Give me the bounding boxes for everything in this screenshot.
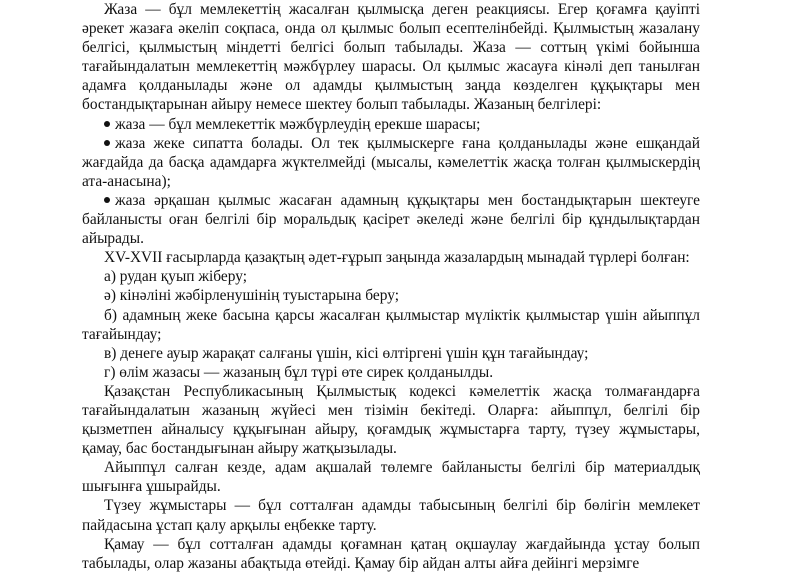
paragraph-fine: Айыппұл салған кезде, адам ақшалай төлемге байланысты белгілі бір материалдық шығынға ұшырайды. (82, 459, 700, 496)
paragraph-arrest: Қамау — бұл сотталған адамды қоғамнан қатаң оқшаулау жағдайында ұстау болып табылады, олар жазаны абақтыда өтейді. Қамау бір айдан алты айға дейінгі мерзімге (82, 535, 700, 572)
list-item: б) адамның жеке басына қарсы жасалған қылмыстар мүліктік қылмыстар үшін айыппұл тағайындау; (82, 306, 700, 343)
paragraph-criminal-code: Қазақстан Республикасының Қылмыстық кодексі кәмелеттік жасқа толмағандарға тағайындалатын жазаның жүйесі мен тізімін бекітеді. Оларға: айыппұл, белгілі бір қызметпен айналысу құқығынан айыру, қоғамдық жұмыстарға тарту, түзеу жұмыстары, қамау, бас бостандығынан айыру жатқызылады. (82, 382, 700, 458)
list-item: г) өлім жазасы — жазаның бұл түрі өте сирек қолданылды. (104, 363, 494, 381)
document-text (82, 0, 700, 573)
bullet-item: жаза жеке сипатта болады. Ол тек қылмыскерге ғана қолданылады және ешқандай жағдайда да басқа адамдарға жүктелмейді (мысалы, кәмелеттік жасқа толған қылмыскердің ата-анасына); (82, 134, 700, 190)
list-item: ә) кінәліні жәбірленушінің туыстарына беру; (104, 287, 399, 305)
bullet-item: жаза әрқашан қылмыс жасаған адамның құқықтары мен бостандықтарын шектеуге байланысты оған белгілі бір моральдық қасірет әкеледі және белгілі бір құндылықтардан айырады. (82, 191, 700, 248)
bullet-icon (104, 121, 110, 127)
list-item: в) денеге ауыр жарақат салғаны үшін, кісі өлтіргені үшін құн тағайындау; (104, 344, 589, 362)
bullet-item: жаза — бұл мемлекеттік мәжбүрлеудің ерекше шарасы; (82, 115, 700, 134)
paragraph-correctional-work: Түзеу жұмыстары — бұл сотталған адамды табысының белгілі бір бөлігін мемлекет пайдасына ұстап қалу арқылы еңбекке тарту. (82, 497, 700, 534)
paragraph-history: XV-XVII ғасырларда қазақтың әдет-ғұрып заңында жазалардың мынадай түрлері болған: (104, 249, 690, 267)
bullet-icon (104, 140, 110, 146)
paragraph-definition: Жаза — бұл мемлекеттің жасалған қылмысқа деген реакциясы. Егер қоғамға қауіпті әрекет жазаға әкеліп соқпаса, онда ол қылмыс болып есептелінбейді. Қылмыстың жазалану белгісі, қылмыстың міндетті белгісі болып табылады. Жаза — соттың үкімі бойынша тағайындалатын мемлекеттің мәжбүрлеу шарасы. Ол қылмыс жасауға кінәлі деп танылған адамға қолданылады және ол адамды қылмыстың заңда көзделген құқықтары мен бостандықтарынан айыру немесе шектеу болып табылады. Жазаның белгілері: (82, 1, 700, 114)
bullet-icon (104, 197, 110, 203)
list-item: а) рудан қуып жіберу; (104, 268, 247, 286)
